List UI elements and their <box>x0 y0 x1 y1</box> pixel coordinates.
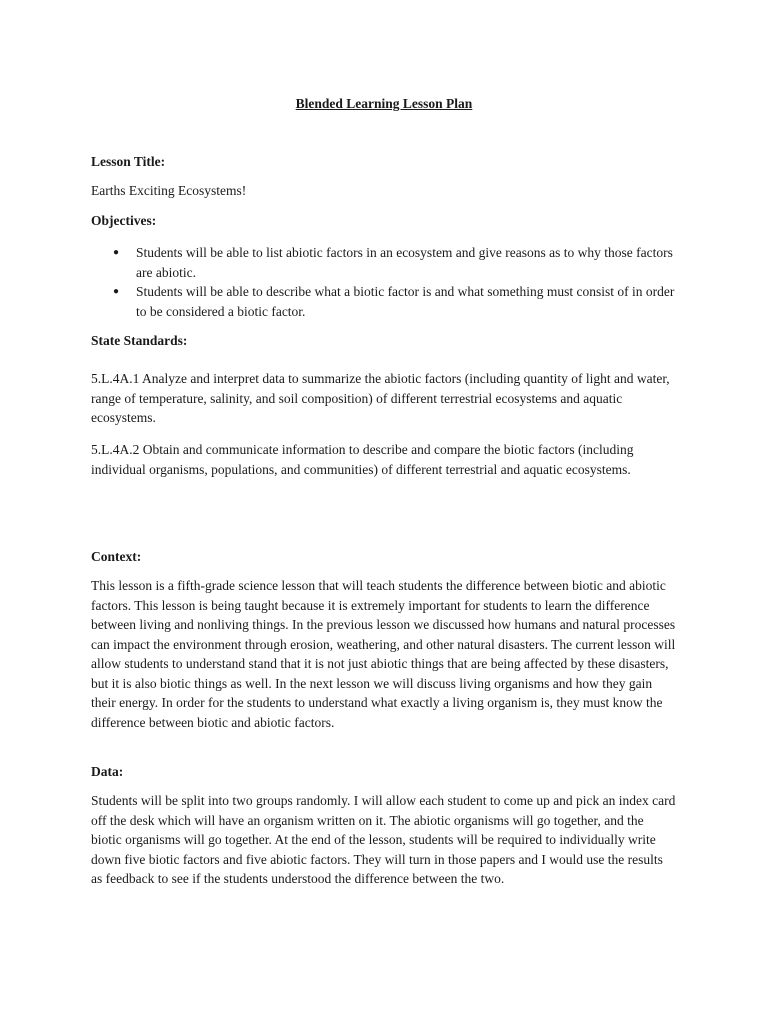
objective-text: Students will be able to list abiotic factors in an ecosystem and give reasons as to why those factors are abiotic. <box>136 245 673 280</box>
context-heading: Context: <box>91 549 142 564</box>
bullet-icon: ● <box>113 286 120 297</box>
data-heading: Data: <box>91 764 124 779</box>
context-text: This lesson is a fifth-grade science lesson that will teach students the difference between biotic and abiotic factors. This lesson is being taught because it is extremely important for students to learn the difference between living and nonliving things. In the previous lesson we discussed how humans and natural processes can impact the environment through erosion, weathering, and other natural disasters. The current lesson will allow students to understand stand that it is not just abiotic things that are being affected by these disasters, but it is also biotic things as well. In the next lesson we will discuss living organisms and how they gain their energy. In order for the students to understand what exactly a living organism is, they must know the difference between biotic and abiotic factors. <box>91 578 676 730</box>
objective-item <box>91 282 677 321</box>
objective-text: Students will be able to describe what a biotic factor is and what something must consist of in order to be considered a biotic factor. <box>136 284 675 319</box>
standard-item: 5.L.4A.2 Obtain and communicate information to describe and compare the biotic factors (including individual organisms, populations, and communities) of different terrestrial and aquatic ecosystems. <box>91 442 634 477</box>
state-standards-heading: State Standards: <box>91 333 188 348</box>
standard-item: 5.L.4A.1 Analyze and interpret data to summarize the abiotic factors (including quantity of light and water, range of temperature, salinity, and soil composition) of different terrestrial ecosystems and aquatic ecosystems. <box>91 371 670 425</box>
lesson-title-heading: Lesson Title: <box>91 154 166 169</box>
lesson-title-text: Earths Exciting Ecosystems! <box>91 183 247 198</box>
objectives-heading: Objectives: <box>91 213 157 228</box>
objectives-list <box>91 243 677 321</box>
data-text: Students will be split into two groups randomly. I will allow each student to come up and pick an index card off the desk which will have an organism written on it. The abiotic organisms will go together, and the biotic organisms will go together. At the end of the lesson, students will be required to individually write down five biotic factors and five abiotic factors. They will turn in those papers and I would use the results as feedback to see if the students understood the difference between the two. <box>91 793 676 886</box>
document-title: Blended Learning Lesson Plan <box>295 96 473 111</box>
objective-item <box>91 243 677 282</box>
bullet-icon: ● <box>113 247 120 258</box>
